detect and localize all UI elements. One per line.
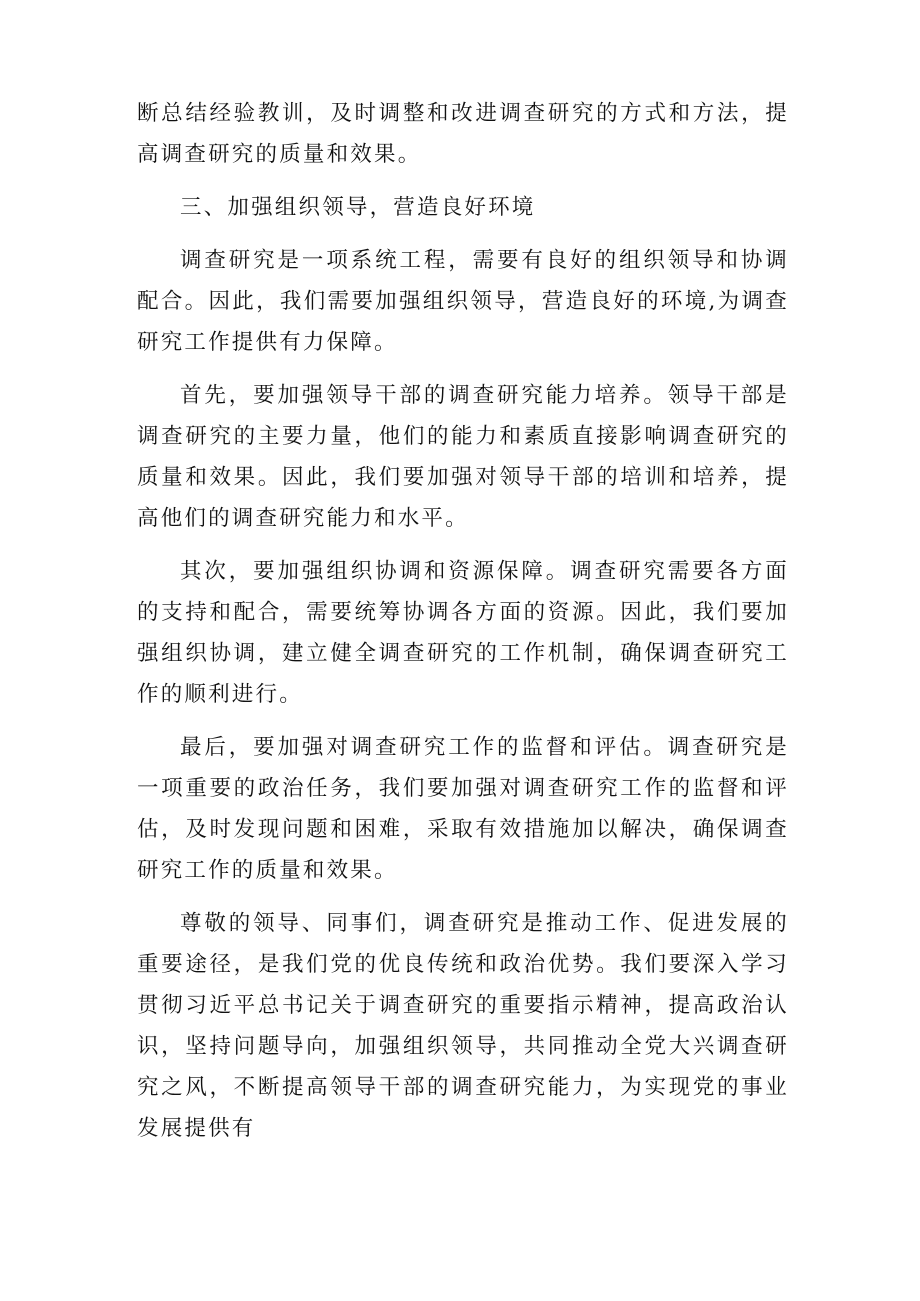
paragraph-intro: 调查研究是一项系统工程，需要有良好的组织领导和协调配合。因此，我们需要加强组织领导，营造良好的环境,为调查研究工作提供有力保障。 (137, 248, 789, 355)
paragraph-first: 首先，要加强领导干部的调查研究能力培养。领导干部是调查研究的主要力量，他们的能力和素质直接影响调查研究的质量和效果。因此，我们要加强对领导干部的培训和培养，提高他们的调查研究能力和水平。 (137, 383, 789, 531)
document-body (137, 93, 789, 1161)
paragraph-last: 最后，要加强对调查研究工作的监督和评估。调查研究是一项重要的政治任务，我们要加强对调查研究工作的监督和评估，及时发现问题和困难，采取有效措施加以解决，确保调查研究工作的质量和效果。 (137, 735, 789, 883)
paragraph-second: 其次，要加强组织协调和资源保障。调查研究需要各方面的支持和配合，需要统筹协调各方面的资源。因此，我们要加强组织协调，建立健全调查研究的工作机制，确保调查研究工作的顺利进行。 (137, 559, 789, 707)
paragraph-closing: 尊敬的领导、同事们，调查研究是推动工作、促进发展的重要途径，是我们党的优良传统和政治优势。我们要深入学习贯彻习近平总书记关于调查研究的重要指示精神，提高政治认识，坚持问题导向，加强组织领导，共同推动全党大兴调查研究之风，不断提高领导干部的调查研究能力，为实现党的事业发展提供有 (137, 911, 789, 1141)
section-heading: 三、加强组织领导，营造良好环境 (180, 195, 536, 220)
paragraph-continuation: 断总结经验教训，及时调整和改进调查研究的方式和方法，提高调查研究的质量和效果。 (137, 101, 789, 167)
